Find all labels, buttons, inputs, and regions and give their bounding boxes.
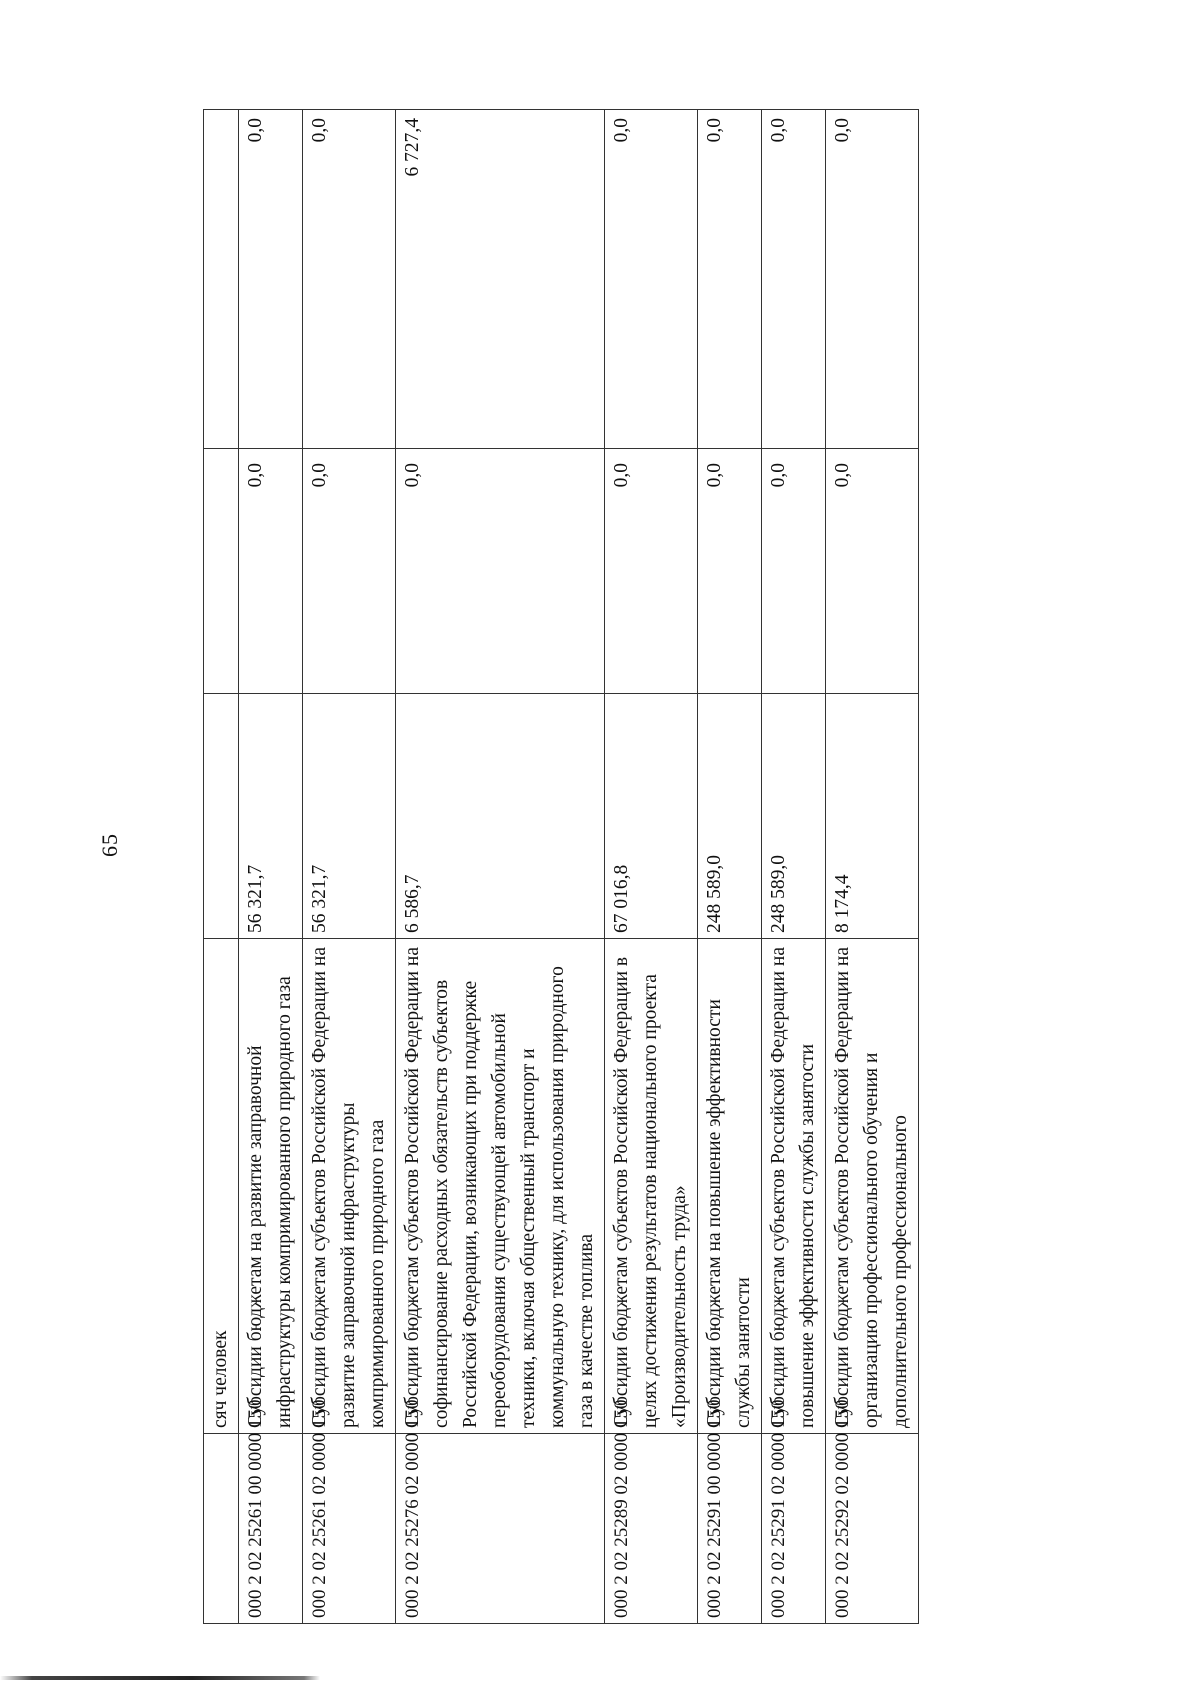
cell-code: 000 2 02 25276 02 0000 150 bbox=[396, 1434, 605, 1624]
cell-value-3 bbox=[204, 110, 239, 449]
cell-value-2: 0,0 bbox=[239, 449, 303, 694]
cell-name: сяч человек bbox=[204, 939, 239, 1434]
table-row bbox=[303, 110, 396, 1624]
table-row bbox=[396, 110, 605, 1624]
cell-value-1: 248 589,0 bbox=[698, 694, 762, 939]
cell-value-1 bbox=[204, 694, 239, 939]
table-row-continuation bbox=[204, 110, 239, 1624]
cell-value-2 bbox=[204, 449, 239, 694]
cell-code: 000 2 02 25261 02 0000 150 bbox=[303, 1434, 396, 1624]
cell-value-3: 0,0 bbox=[698, 110, 762, 449]
cell-name: Субсидии бюджетам субъектов Российской Федерации на повышение эффективности службы занятости bbox=[762, 939, 826, 1434]
cell-name: Субсидии бюджетам на развитие заправочной инфраструктуры компримированного природного газа bbox=[239, 939, 303, 1434]
cell-value-2: 0,0 bbox=[303, 449, 396, 694]
cell-value-3: 0,0 bbox=[826, 110, 919, 449]
cell-code: 000 2 02 25291 00 0000 150 bbox=[698, 1434, 762, 1624]
page-number: 65 bbox=[97, 833, 122, 857]
cell-value-1: 6 586,7 bbox=[396, 694, 605, 939]
cell-value-1: 8 174,4 bbox=[826, 694, 919, 939]
table-row bbox=[605, 110, 698, 1624]
cell-value-2: 0,0 bbox=[762, 449, 826, 694]
rotated-table-container bbox=[203, 109, 919, 1624]
budget-table bbox=[203, 109, 919, 1624]
cell-value-2: 0,0 bbox=[396, 449, 605, 694]
table-row bbox=[762, 110, 826, 1624]
cell-name: Субсидии бюджетам субъектов Российской Федерации на софинансирование расходных обязательств субъектов Российской Федерации, возникающих при поддержке переоборудования существующей автомобильной техники, включая общественный транспорт и коммунальную технику, для использования природного газа в качестве топлива bbox=[396, 939, 605, 1434]
table-row bbox=[826, 110, 919, 1624]
cell-code: 000 2 02 25261 00 0000 150 bbox=[239, 1434, 303, 1624]
cell-code: 000 2 02 25291 02 0000 150 bbox=[762, 1434, 826, 1624]
cell-value-1: 67 016,8 bbox=[605, 694, 698, 939]
cell-value-2: 0,0 bbox=[826, 449, 919, 694]
cell-code: 000 2 02 25289 02 0000 150 bbox=[605, 1434, 698, 1624]
cell-value-1: 56 321,7 bbox=[239, 694, 303, 939]
cell-code bbox=[204, 1434, 239, 1624]
cell-name: Субсидии бюджетам субъектов Российской Федерации в целях достижения результатов национального проекта «Производительность труда» bbox=[605, 939, 698, 1434]
cell-code: 000 2 02 25292 02 0000 150 bbox=[826, 1434, 919, 1624]
cell-value-3: 6 727,4 bbox=[396, 110, 605, 449]
table-row bbox=[698, 110, 762, 1624]
scan-edge-line bbox=[0, 1676, 320, 1680]
table-row bbox=[239, 110, 303, 1624]
cell-value-3: 0,0 bbox=[239, 110, 303, 449]
cell-value-3: 0,0 bbox=[762, 110, 826, 449]
cell-value-2: 0,0 bbox=[605, 449, 698, 694]
cell-value-1: 56 321,7 bbox=[303, 694, 396, 939]
cell-name: Субсидии бюджетам на повышение эффективности службы занятости bbox=[698, 939, 762, 1434]
cell-value-3: 0,0 bbox=[303, 110, 396, 449]
cell-name: Субсидии бюджетам субъектов Российской Федерации на организацию профессионального обучения и дополнительного профессионального bbox=[826, 939, 919, 1434]
cell-name: Субсидии бюджетам субъектов Российской Федерации на развитие заправочной инфраструктуры компримированного природного газа bbox=[303, 939, 396, 1434]
cell-value-3: 0,0 bbox=[605, 110, 698, 449]
cell-value-2: 0,0 bbox=[698, 449, 762, 694]
cell-value-1: 248 589,0 bbox=[762, 694, 826, 939]
